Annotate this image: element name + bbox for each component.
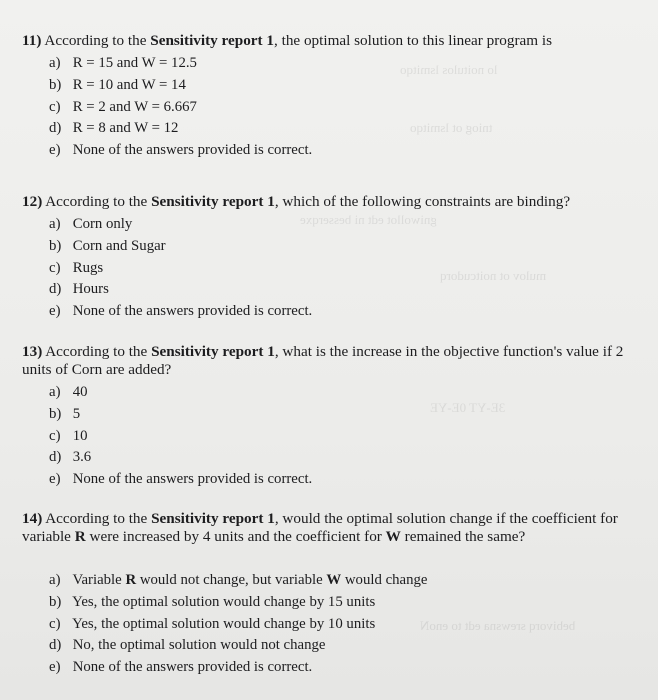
question-number: 13) [22, 343, 43, 360]
variable-r: R [74, 528, 86, 545]
answer-option-e[interactable]: e) None of the answers provided is correct. [49, 659, 313, 676]
answer-option-d[interactable]: d) R = 8 and W = 12 [49, 120, 179, 137]
answer-options [49, 570, 642, 679]
answer-options [49, 214, 642, 323]
question-11 [22, 32, 642, 162]
answer-option-b[interactable]: b) R = 10 and W = 14 [49, 76, 186, 93]
answer-option-b[interactable]: b) Corn and Sugar [49, 237, 166, 254]
question-13 [22, 343, 642, 491]
answer-option-d[interactable]: d) Hours [49, 281, 109, 298]
bleed-through-text: lo noitulos lsmitqo [400, 62, 498, 77]
answer-option-b[interactable]: b) 5 [49, 405, 81, 422]
bleed-through-text: tniog ot lsmitqo [410, 120, 493, 135]
answer-option-d[interactable]: d) 3.6 [49, 449, 92, 466]
bleed-through-text: 3E-YT 0E-YE [430, 400, 506, 415]
answer-option-c[interactable]: c) R = 2 and W = 6.667 [49, 98, 197, 115]
answer-option-a[interactable]: a) R = 15 and W = 12.5 [49, 55, 197, 71]
question-number: 12) [22, 193, 43, 210]
question-12 [22, 193, 642, 323]
question-number: 14) [22, 510, 43, 527]
variable-w: W [385, 528, 401, 545]
answer-option-a[interactable]: a) Corn only [49, 216, 133, 232]
bleed-through-text: mulov ot noitcudorq [440, 268, 547, 283]
answer-options [49, 53, 642, 162]
answer-option-a[interactable]: a) Variable R would not change, but variable W would change [49, 572, 428, 588]
answer-option-e[interactable]: e) None of the answers provided is correct. [49, 303, 313, 320]
answer-option-c[interactable]: c) 10 [49, 427, 88, 444]
answer-option-e[interactable]: e) None of the answers provided is correct. [49, 142, 313, 159]
question-stem: 12) According to the Sensitivity report 1, which of the following constraints are binding? [22, 193, 571, 210]
report-reference: Sensitivity report 1 [150, 32, 274, 49]
report-reference: Sensitivity report 1 [151, 343, 275, 360]
answer-option-c[interactable]: c) Rugs [49, 259, 104, 276]
bleed-through-text: gniwollot edt ni besserqxe [300, 212, 437, 227]
answer-option-e[interactable]: e) None of the answers provided is correct. [49, 471, 313, 488]
question-stem: 14) According to the Sensitivity report 1, would the optimal solution change if the coefficient for variable R were increased by 4 units and the coefficient for W remained the same? [22, 510, 618, 545]
answer-option-c[interactable]: c) Yes, the optimal solution would change by 10 units [49, 615, 376, 632]
bleed-through-text: bebivorq srewsna edt to enoN [420, 618, 576, 633]
answer-option-b[interactable]: b) Yes, the optimal solution would change by 15 units [49, 593, 376, 610]
question-14 [22, 510, 642, 679]
question-stem: 13) According to the Sensitivity report 1, what is the increase in the objective function's value if 2 units of Corn are added? [22, 343, 624, 378]
answer-options [49, 382, 642, 491]
report-reference: Sensitivity report 1 [151, 193, 275, 210]
report-reference: Sensitivity report 1 [151, 510, 275, 527]
question-number: 11) [22, 32, 42, 49]
answer-option-a[interactable]: a) 40 [49, 384, 88, 400]
question-stem: 11) According to the Sensitivity report 1, the optimal solution to this linear program is [22, 32, 552, 49]
answer-option-d[interactable]: d) No, the optimal solution would not change [49, 637, 326, 654]
